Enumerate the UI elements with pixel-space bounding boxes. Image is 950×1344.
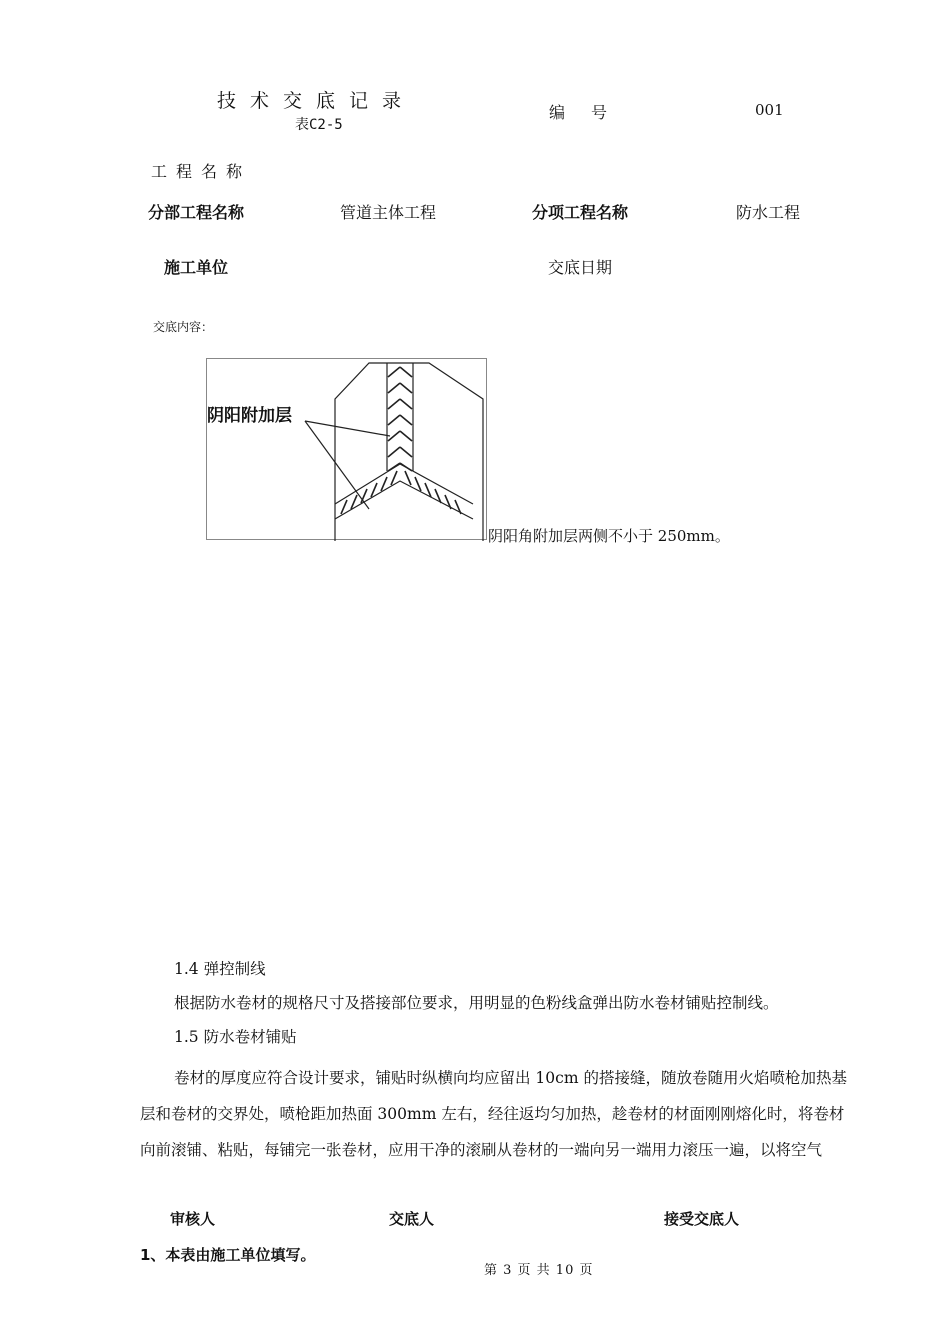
figure-caption: 阴阳角附加层两侧不小于 250mm。: [488, 527, 730, 545]
section-1-5-line-3: 向前滚铺、粘贴，每铺完一张卷材，应用干净的滚刷从卷材的一端向另一端用力滚压一遍，以将空气: [140, 1141, 823, 1159]
item-value: 防水工程: [736, 203, 801, 222]
corner-diagram: [206, 358, 487, 540]
form-number: 表C2-5: [295, 117, 343, 133]
section-1-5-title: 1.5 防水卷材铺贴: [174, 1028, 297, 1046]
page-title: 技术交底记录: [217, 90, 416, 112]
footnote: 1、本表由施工单位填写。: [140, 1246, 316, 1264]
code-label: 编号: [549, 103, 634, 122]
project-name-label: 工程名称: [151, 162, 252, 181]
section-1-5-line-1: 卷材的厚度应符合设计要求，铺贴时纵横向均应留出 10cm 的搭接缝，随放卷随用火焰喷枪加热基: [174, 1069, 847, 1087]
sub-project-label: 分部工程名称: [148, 203, 245, 222]
sub-project-value: 管道主体工程: [340, 203, 437, 222]
item-label: 分项工程名称: [532, 203, 629, 222]
date-label: 交底日期: [548, 258, 613, 277]
section-1-4-body: 根据防水卷材的规格尺寸及搭接部位要求，用明显的色粉线盒弹出防水卷材铺贴控制线。: [174, 994, 779, 1012]
figure-label: 阴阳附加层: [207, 406, 292, 426]
section-1-4-title: 1.4 弹控制线: [174, 960, 266, 978]
page-number: 第 3 页 共 10 页: [484, 1263, 594, 1278]
unit-label: 施工单位: [164, 258, 229, 277]
content-label: 交底内容：: [153, 320, 214, 334]
corner-diagram-drawing: [207, 359, 488, 541]
reviewer-label: 审核人: [170, 1210, 216, 1228]
code-value: 001: [755, 101, 784, 119]
discloser-label: 交底人: [389, 1210, 435, 1228]
section-1-5-line-2: 层和卷材的交界处，喷枪距加热面 300mm 左右，经往返均匀加热，趁卷材的材面刚刚熔化时，将卷材: [140, 1105, 845, 1123]
receiver-label: 接受交底人: [664, 1210, 740, 1228]
